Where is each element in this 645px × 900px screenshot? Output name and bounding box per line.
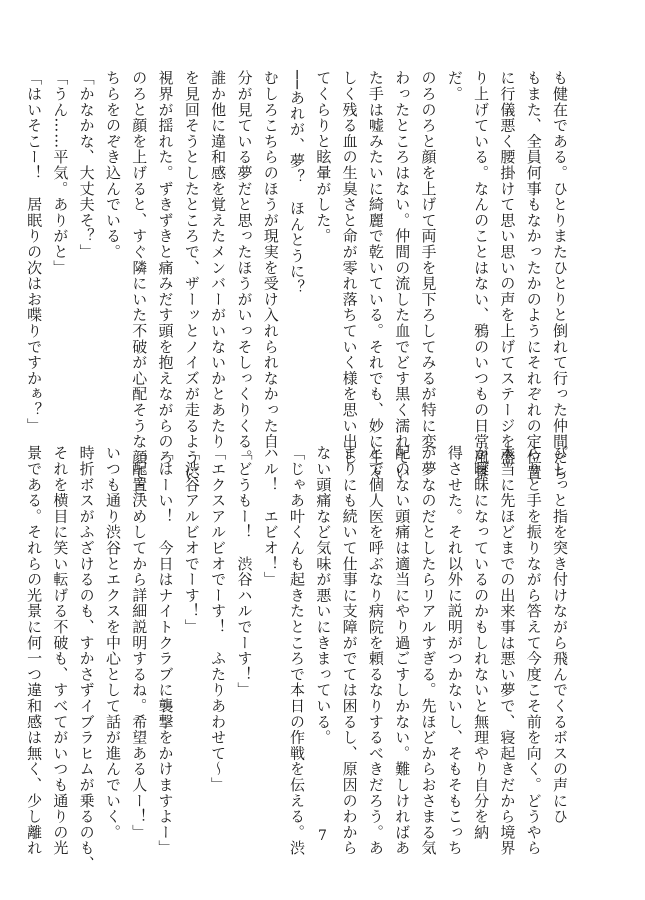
text-line: り上げている。なんのことはない、鴉のいつもの日常風景 <box>472 70 491 481</box>
top-text-block <box>25 70 573 497</box>
text-line: わったところはない。仲間の流した血でどす黒く濡れてい <box>393 70 412 481</box>
text-line: を見回そうとしたところで、ザーッとノイズが走るように <box>182 70 201 481</box>
text-line: ハル！ エビオ！」 <box>261 445 280 588</box>
text-line: 本当に先ほどまでの出来事は悪い夢で、寝起きだから境界 <box>498 445 517 856</box>
text-line: もまた、全員何事もなかったかのようにそれぞれの定位置 <box>524 70 543 481</box>
text-line: 「エクスアルビオでーす！ ふたりあわせて〜」 <box>209 445 228 793</box>
text-line: ぴしっと指を突き付けながら飛んでくるボスの声にひ <box>551 445 569 825</box>
text-line: とで個人医を呼ぶなり病院を頼るなりするべきだろう。あ <box>366 445 385 856</box>
text-line: いつも通り渋谷とエクスを中心として話が進んでいく。 <box>103 445 122 840</box>
text-line: も健在である。ひとりまたひとりと倒れて行った仲間たち <box>551 70 569 481</box>
text-line: 視界が揺れた。ずきずきと痛みだす頭を抱えながらのろ <box>156 70 175 465</box>
text-line: た手は嘘みたいに綺麗で乾いている。それでも、妙に生々 <box>366 70 385 481</box>
text-line: むしろこちらのほうが現実を受け入れられなかった自 <box>261 70 280 450</box>
text-line: 時折ボスがふざけるのも、すかさずイブラヒムが乗るのも、 <box>77 445 96 872</box>
text-line: のろのろと顔を上げて両手を見下ろしてみるが特に変 <box>419 70 438 450</box>
text-line: 得させた。それ以外に説明がつかないし、そもそもこっち <box>445 445 464 856</box>
text-line: 景である。それらの光景に何一つ違和感は無く、少し離れ <box>25 445 44 856</box>
text-line: に行儀悪く腰掛けて思い思いの声を上げてステージを盛 <box>498 70 517 465</box>
text-line: が夢なのだとしたらリアルすぎる。先ほどからおさまる気 <box>419 445 438 856</box>
text-line: らりと手を振りながら答えて今度こそ前を向く。どうやら <box>524 445 543 856</box>
text-line: 「じゃあ叶くんも起きたところで本日の作戦を伝える。渋 <box>288 445 307 856</box>
text-line: 「はいそこー！ 居眠りの次はお喋りですかぁ？」 <box>25 70 44 434</box>
text-line: 分が見ている夢だと思ったほうがいっそしっくりくる。 <box>235 70 254 465</box>
text-line: ちらをのぞき込んでいる。 <box>103 70 122 260</box>
text-line: 誰か他に違和感を覚えたメンバーがいないかとあたり <box>209 70 228 450</box>
text-line: 配のない頭痛は適当にやり過ごすしかない。難しければあ <box>393 445 412 856</box>
text-line: まりにも続いて仕事に支障がでては困るし、原因のわから <box>340 445 359 856</box>
text-line: だ。 <box>445 70 464 102</box>
text-line: 「どうもー！ 渋谷ハルでーす！」 <box>235 445 254 698</box>
text-line: ──あれが、夢？ ほんとうに？ <box>288 70 307 296</box>
text-line: 「かなかな、大丈夫そ？」 <box>77 70 96 260</box>
text-line: が曖昧になっているのかもしれないと無理やり自分を納 <box>472 445 491 840</box>
text-line: のろと顔を上げると、すぐ隣にいた不破が心配そうな顔でこ <box>130 70 149 497</box>
text-line: 「配置決めしてから詳細説明するね。希望ある人ー！」 <box>130 445 149 840</box>
bottom-text-block <box>25 445 573 872</box>
text-line: てくらりと眩暈がした。 <box>314 70 333 244</box>
text-line: 「はーい！ 今日はナイトクラブに襲撃をかけますよー」 <box>156 445 175 856</box>
text-line: 「うん……平気。ありがと」 <box>51 70 70 276</box>
text-line: ない頭痛など気味が悪いにきまっている。 <box>314 445 333 746</box>
text-line: それを横目に笑い転げる不破も、すべてがいつも通りの光 <box>51 445 70 856</box>
page-number: 7 <box>318 828 327 844</box>
text-line: 「渋谷アルビオでーす！」 <box>182 445 201 635</box>
text-line: しく残る血の生臭さと命が零れ落ちていく様を思い出し <box>340 70 359 465</box>
